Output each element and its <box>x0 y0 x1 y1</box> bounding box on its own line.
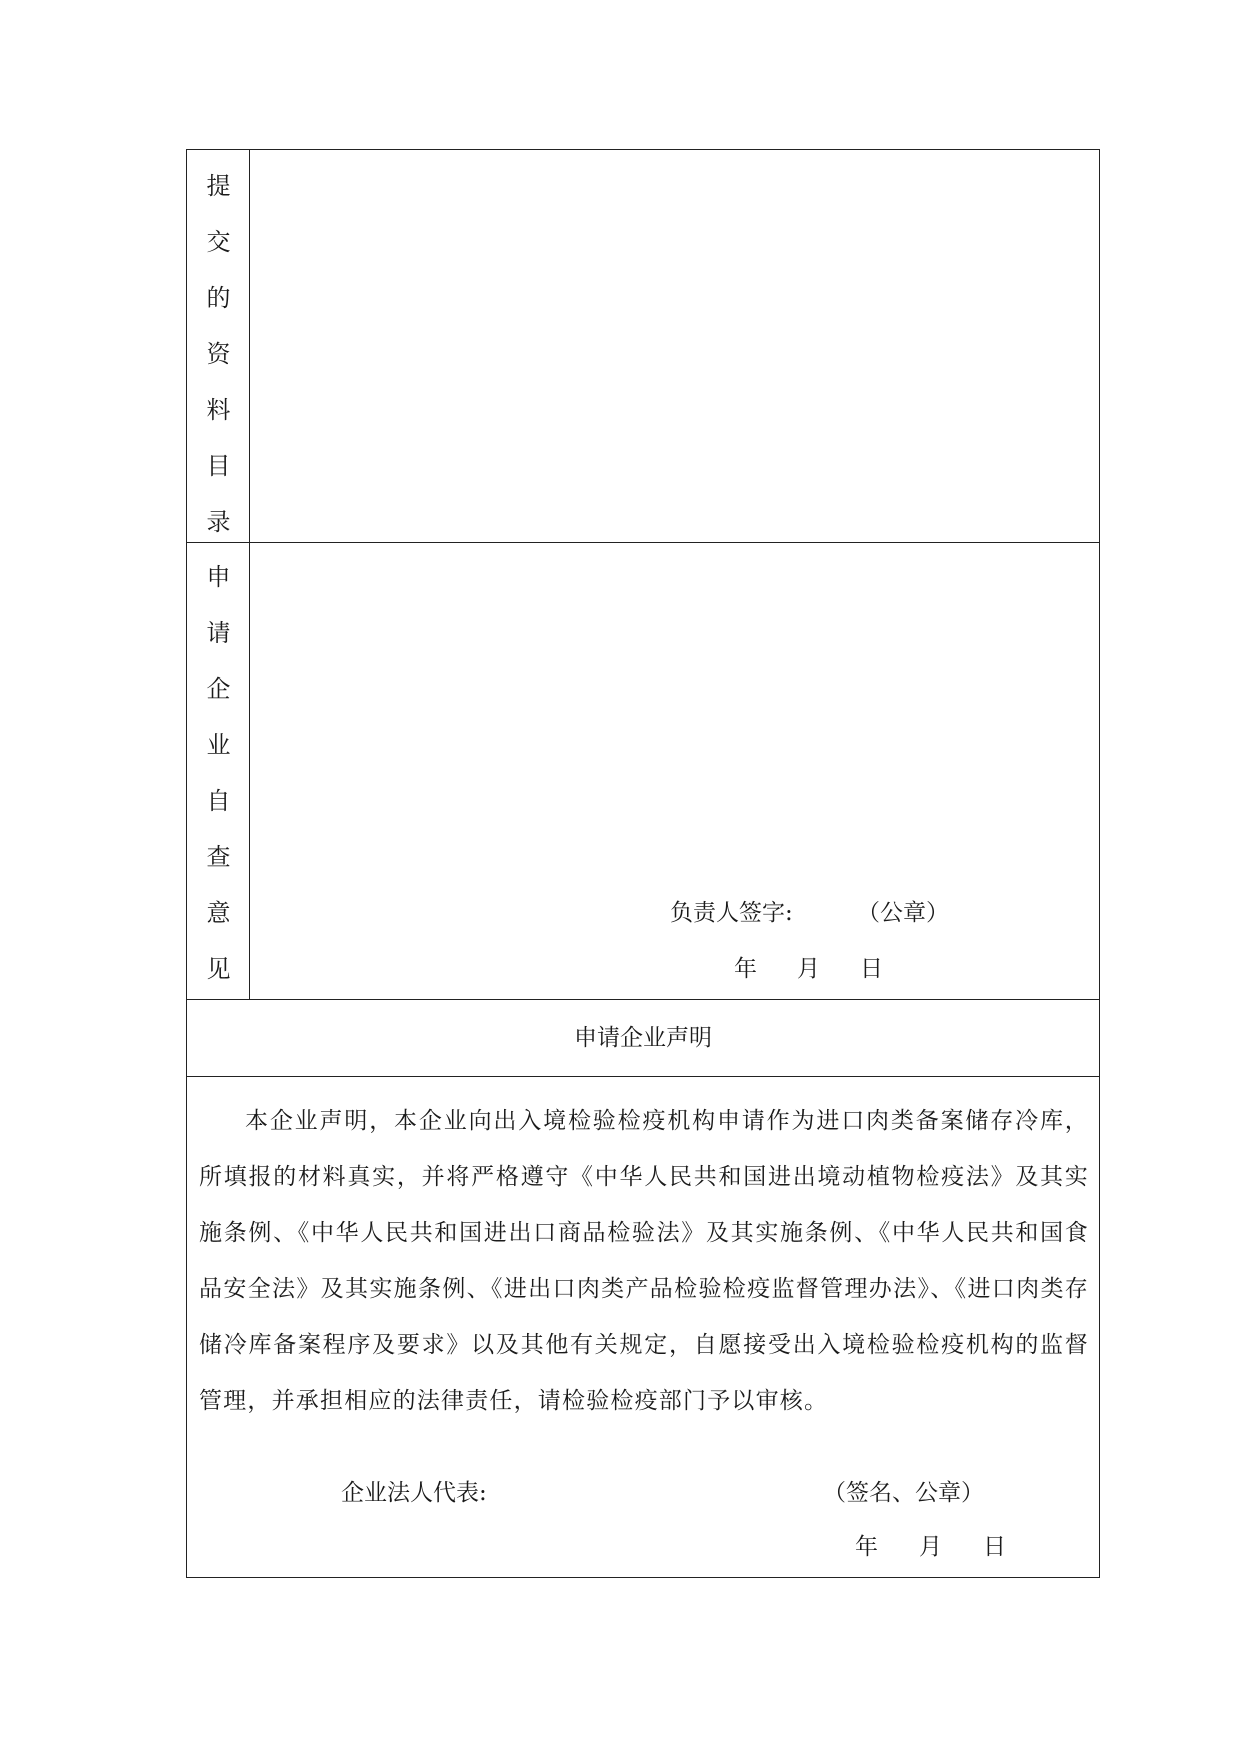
signer-label: 负责人签字: <box>670 900 793 926</box>
materials-row <box>187 150 1099 543</box>
materials-label-char: 交 <box>206 228 231 256</box>
declaration-date-year: 年 <box>855 1534 878 1560</box>
legal-rep-label: 企业法人代表: <box>341 1480 487 1506</box>
signature-seal-label: （签名、公章） <box>823 1480 984 1506</box>
self-check-label-char: 意 <box>206 899 231 927</box>
application-form-table <box>186 149 1100 1578</box>
declaration-text: 本企业声明，本企业向出入境检验检疫机构申请作为进口肉类备案储存冷库，所填报的材料真实，并将严格遵守《中华人民共和国进出境动植物检疫法》及其实施条例、《中华人民共和国进出口商品检验法》及其实施条例、《中华人民共和国食品安全法》及其实施条例、《进出口肉类产品检验检疫监督管理办法》、《进口肉类存储冷库备案程序及要求》以及其他有关规定，自愿接受出入境检验检疫机构的监督管理，并承担相应的法律责任，请检验检疫部门予以审核。 <box>199 1108 1089 1414</box>
declaration-title-row <box>187 1000 1099 1077</box>
declaration-date-month: 月 <box>919 1534 942 1560</box>
materials-label-char: 资 <box>206 340 231 368</box>
seal-label: （公章） <box>857 900 949 926</box>
declaration-date-day: 日 <box>983 1534 1006 1560</box>
declaration-body-row <box>187 1077 1099 1577</box>
self-check-label-char: 自 <box>206 787 231 815</box>
self-check-label-char: 申 <box>206 563 231 591</box>
materials-content-field[interactable] <box>250 150 1099 542</box>
date-month: 月 <box>797 956 820 982</box>
self-check-label-char: 企 <box>206 675 231 703</box>
self-check-label-char: 业 <box>206 731 231 759</box>
self-check-label <box>187 543 250 999</box>
self-check-label-char: 见 <box>206 955 231 983</box>
self-check-row <box>187 543 1099 1000</box>
declaration-title: 申请企业声明 <box>574 1025 712 1051</box>
materials-label-char: 料 <box>206 396 231 424</box>
self-check-label-char: 请 <box>206 619 231 647</box>
date-day: 日 <box>860 956 883 982</box>
self-check-label-char: 查 <box>206 843 231 871</box>
materials-label-char: 录 <box>206 508 231 536</box>
materials-label <box>187 150 250 542</box>
materials-label-char: 提 <box>206 172 231 200</box>
date-year: 年 <box>734 956 757 982</box>
materials-label-char: 目 <box>206 452 231 480</box>
self-check-content-field[interactable] <box>250 543 1099 999</box>
materials-label-char: 的 <box>206 284 231 312</box>
